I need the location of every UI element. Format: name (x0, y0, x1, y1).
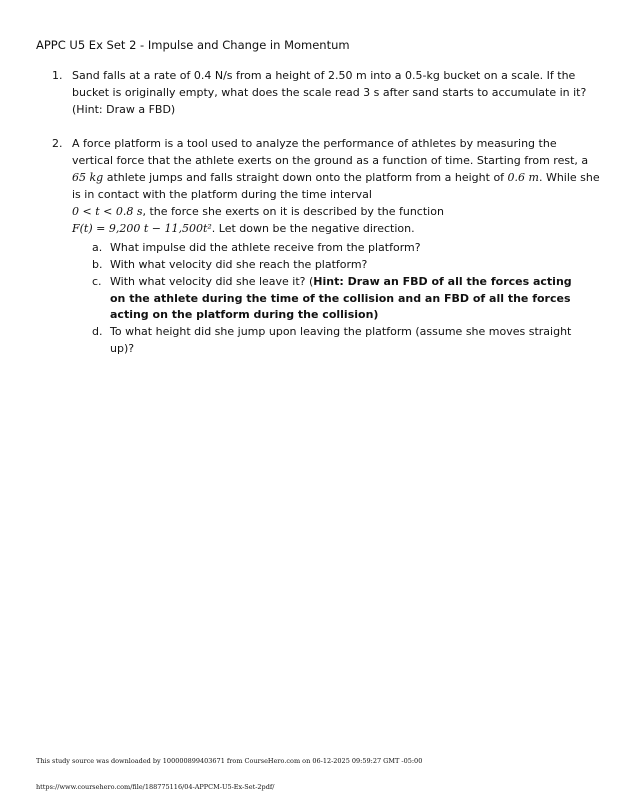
part-c-label: c. (92, 275, 102, 288)
part-d-label: d. (92, 325, 103, 338)
part-d-text: To what height did she jump upon leaving the platform (assume she moves straight up)? (110, 325, 572, 355)
part-b-text: With what velocity did she reach the platform? (110, 258, 368, 271)
part-a-label: a. (92, 241, 103, 254)
time-interval: 0 < t < 0.8 s (72, 205, 143, 218)
part-a-text: What impulse did the athlete receive from the platform? (110, 241, 421, 254)
question-2-text: A force platform is a tool used to analyze the performance of athletes by measuring the vertical force that the athlete exerts on the ground as a function of time. Starting from rest, a 65 kg athlete jumps and falls straight down onto the platform from a height of 0.6 m. While she is in contact with the platform during the time interval 0 < t < 0.8 s, the force she exerts on it is described by the function F(t) = 9,200 t − 11,500t². Let down be the negative direction. (72, 137, 600, 235)
question-2-number: 2. (52, 137, 63, 150)
download-notice: This study source was downloaded by 100000899403671 from CourseHero.com on 06-12-2025 09:59:27 GMT -05:00 (36, 757, 423, 765)
part-c-text: With what velocity did she leave it? (Hint: Draw an FBD of all the forces acting on the athlete during the time of the collision and an FBD of all the forces acting on the platform during the collision) (110, 275, 572, 321)
force-function: F(t) = 9,200 t − 11,500t² (72, 222, 212, 235)
source-url[interactable]: https://www.coursehero.com/file/188775116/04-APPCM-U5-Ex-Set-2pdf/ (36, 783, 275, 791)
mass-value: 65 kg (72, 171, 104, 184)
height-value: 0.6 m (507, 171, 539, 184)
question-1-number: 1. (52, 69, 63, 82)
document-title: APPC U5 Ex Set 2 - Impulse and Change in Momentum (36, 38, 350, 52)
question-1-text: Sand falls at a rate of 0.4 N/s from a height of 2.50 m into a 0.5-kg bucket on a scale. If the bucket is originally empty, what does the scale read 3 s after sand starts to accumulate in it? (Hint: Draw a FBD) (72, 69, 587, 116)
part-b-label: b. (92, 258, 103, 271)
